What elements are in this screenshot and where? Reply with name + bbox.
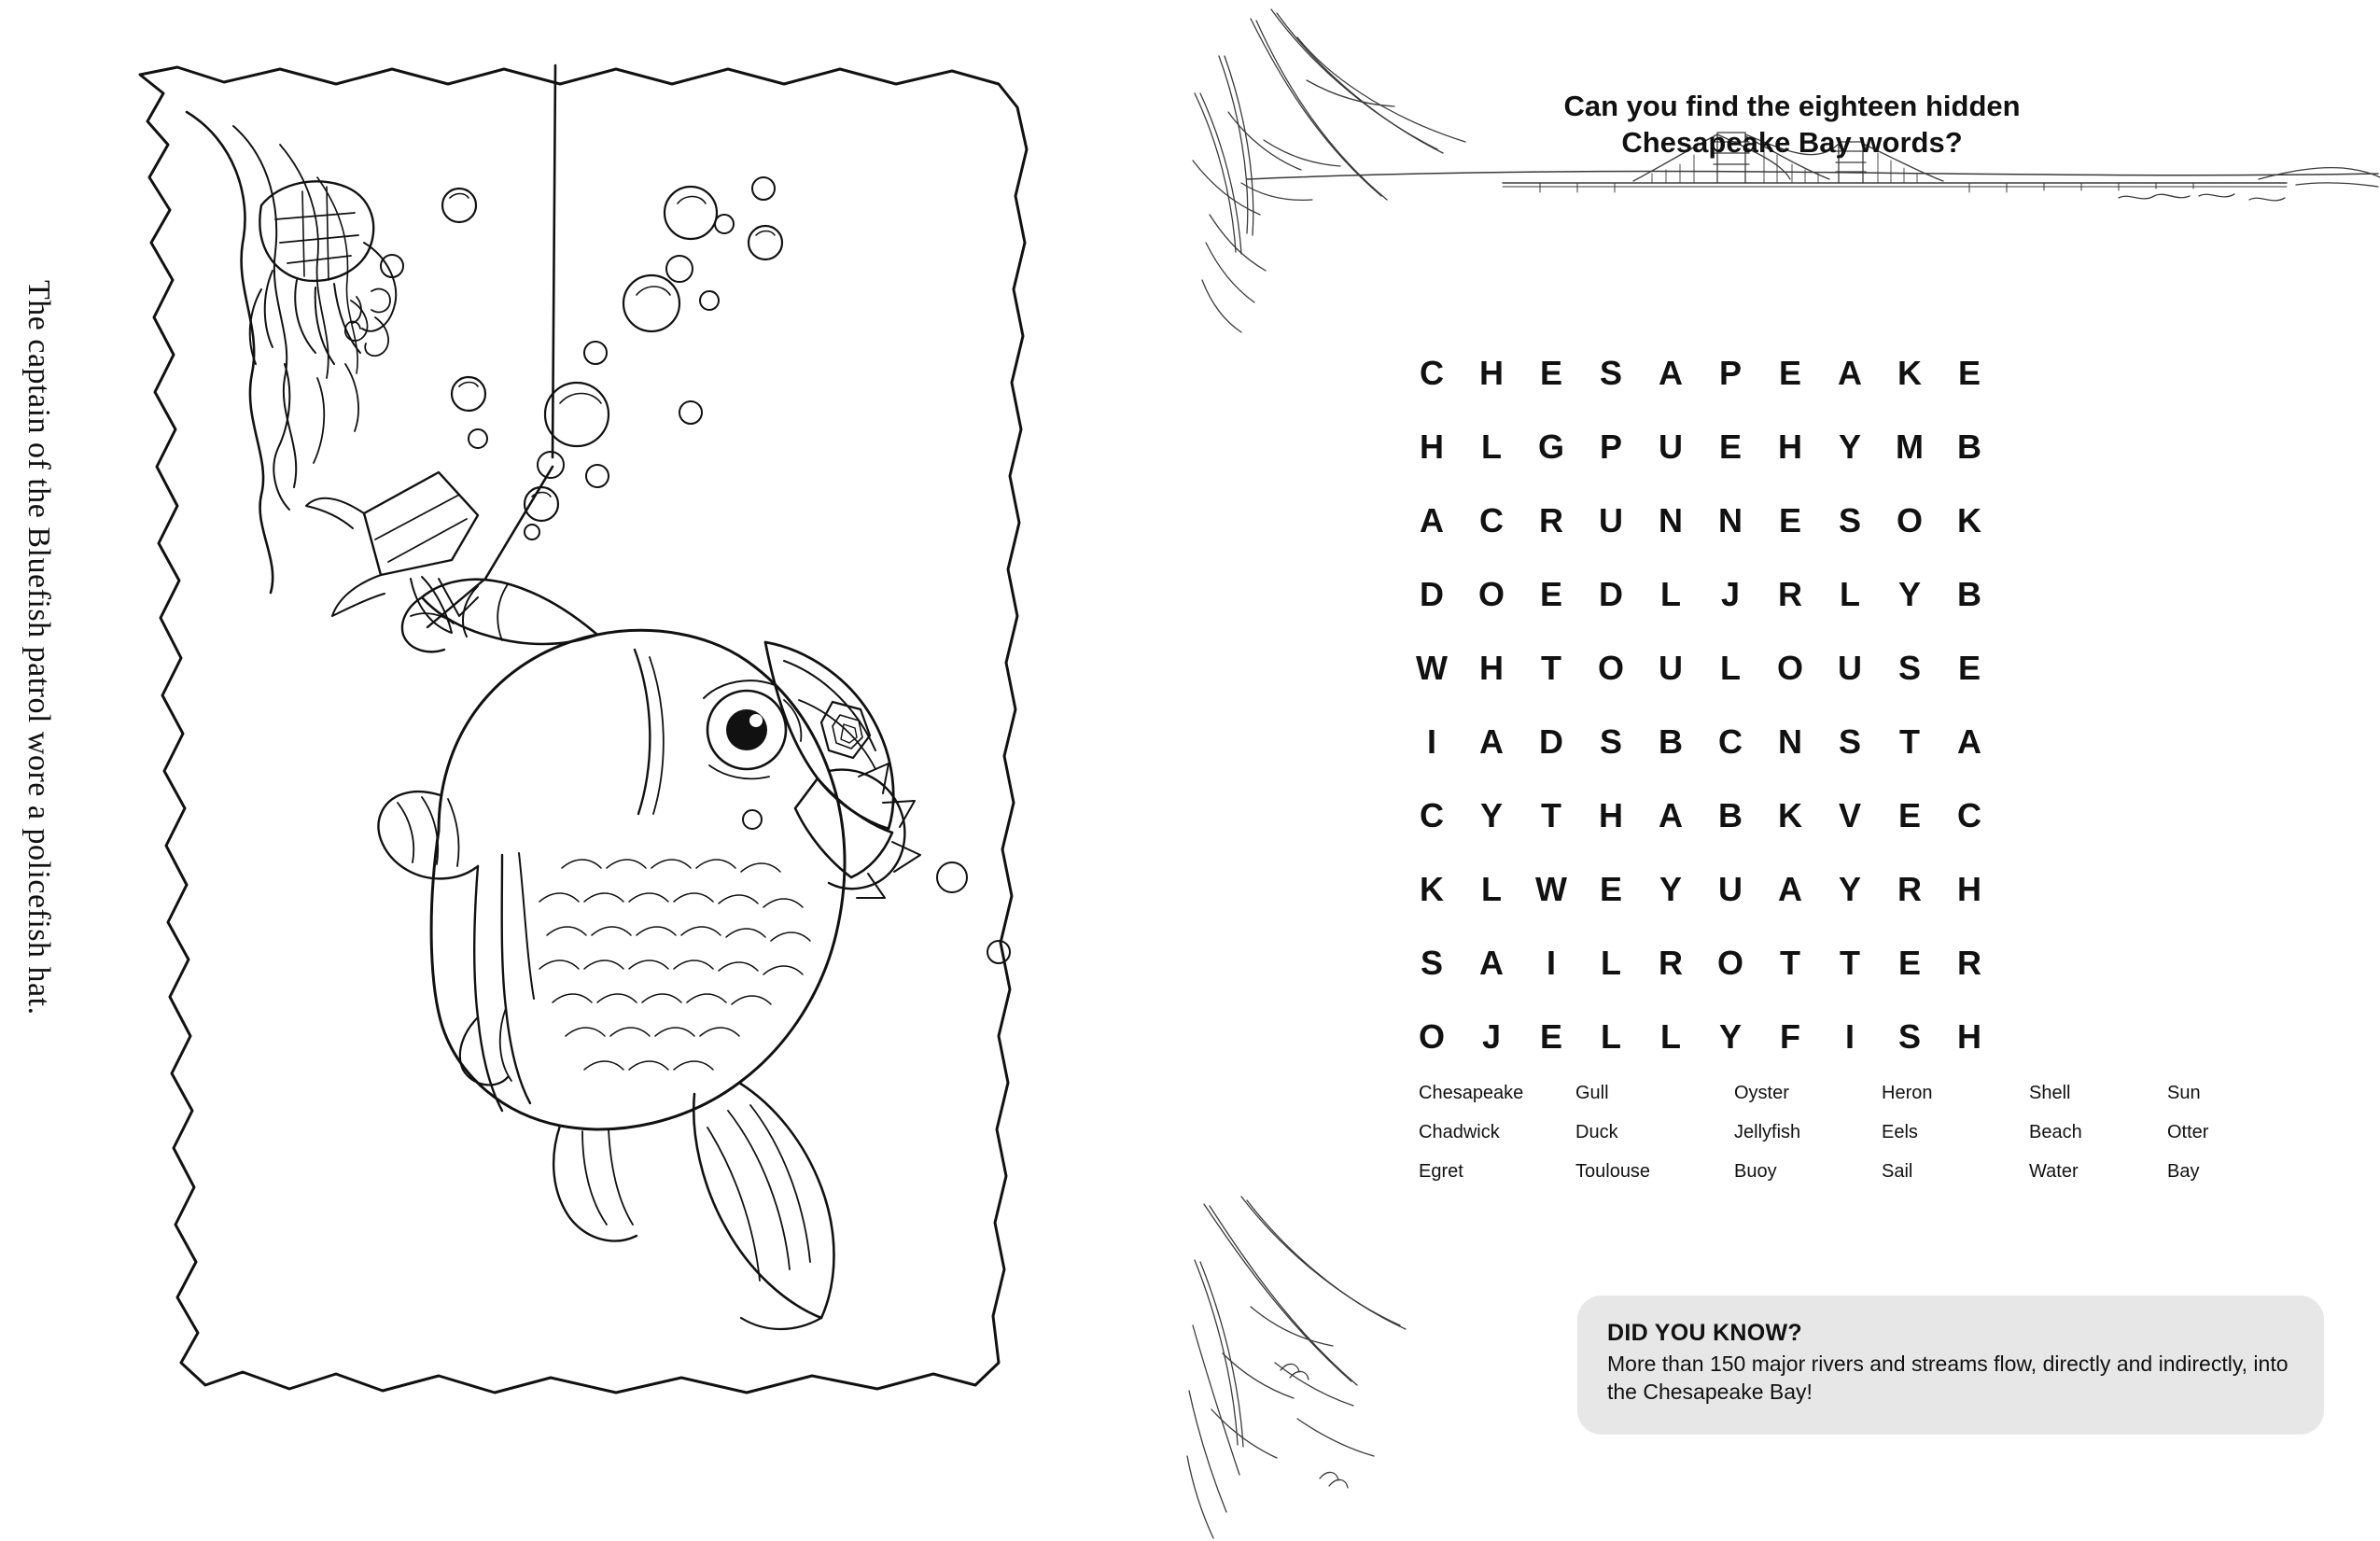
word-list-item[interactable]: Toulouse	[1575, 1161, 1651, 1182]
did-you-know-callout	[1577, 1296, 2324, 1435]
word-list-item[interactable]: Chesapeake	[1419, 1083, 1524, 1103]
grid-letter[interactable]: P	[1718, 353, 1742, 392]
grid-letter[interactable]: U	[1838, 648, 1862, 687]
grid-letter[interactable]: E	[1778, 353, 1801, 392]
word-list	[1419, 1083, 2333, 1200]
grid-letter[interactable]: S	[1599, 353, 1622, 392]
word-list-item[interactable]: Bay	[2167, 1161, 2200, 1182]
grid-letter[interactable]: B	[1957, 427, 1981, 466]
grid-letter[interactable]: H	[1957, 869, 1981, 908]
grid-row	[1402, 705, 1999, 778]
grid-letter[interactable]: H	[1479, 648, 1504, 687]
grid-letter[interactable]: A	[1957, 721, 1981, 761]
grid-letter[interactable]: S	[1897, 1016, 1921, 1056]
grid-letter[interactable]: L	[1601, 1016, 1621, 1056]
word-list-item[interactable]: Water	[2029, 1161, 2079, 1182]
grid-letter[interactable]: H	[1479, 353, 1504, 392]
grid-letter[interactable]: H	[1599, 795, 1623, 834]
grid-letter[interactable]: T	[1899, 721, 1920, 761]
grid-letter[interactable]: E	[1718, 427, 1742, 466]
grid-letter[interactable]: O	[1776, 648, 1803, 687]
grid-letter[interactable]: E	[1539, 1016, 1562, 1056]
bay-bridge-scenery	[1185, 0, 2380, 336]
grid-letter[interactable]: Y	[1659, 869, 1682, 908]
word-list-item[interactable]: Duck	[1575, 1122, 1618, 1142]
did-you-know-body: More than 150 major rivers and streams flow, directly and indirectly, into the Chesapeake Bay!	[1607, 1352, 2289, 1404]
grid-letter[interactable]: L	[1660, 574, 1681, 613]
grid-letter[interactable]: W	[1535, 869, 1567, 908]
grid-letter[interactable]: S	[1838, 721, 1861, 761]
grid-letter[interactable]: M	[1896, 427, 1924, 466]
puzzle-prompt	[1437, 89, 2147, 161]
grid-letter[interactable]: R	[1539, 500, 1563, 539]
illustration-caption: The captain of the Bluefish patrol wore a policefish hat.	[21, 280, 56, 1016]
prompt-line-2: Chesapeake Bay words?	[1621, 125, 1963, 159]
coloring-illustration	[131, 56, 1120, 1428]
grid-letter[interactable]: G	[1537, 427, 1564, 466]
grid-letter[interactable]: S	[1420, 943, 1443, 982]
grid-letter[interactable]: A	[1778, 869, 1802, 908]
grid-letter[interactable]: I	[1426, 721, 1436, 761]
grid-letter[interactable]: E	[1897, 795, 1921, 834]
grid-row	[1402, 1000, 1999, 1073]
word-list-item[interactable]: Buoy	[1734, 1161, 1777, 1182]
grid-letter[interactable]: I	[1844, 1016, 1855, 1056]
left-page	[0, 0, 1185, 1541]
grid-letter[interactable]: L	[1660, 1016, 1681, 1056]
grid-letter[interactable]: Y	[1838, 427, 1861, 466]
word-list-item[interactable]: Shell	[2029, 1083, 2071, 1103]
grid-letter[interactable]: N	[1778, 721, 1802, 761]
grid-letter[interactable]: Y	[1838, 869, 1861, 908]
grid-letter[interactable]: F	[1780, 1016, 1800, 1056]
grid-letter[interactable]: Y	[1897, 574, 1921, 613]
grid-letter[interactable]: T	[1780, 943, 1800, 982]
grid-letter[interactable]: T	[1541, 795, 1561, 834]
grid-row	[1402, 483, 1999, 557]
grid-letter[interactable]: E	[1599, 869, 1622, 908]
grid-letter[interactable]: C	[1479, 500, 1504, 539]
grid-letter[interactable]: E	[1897, 943, 1921, 982]
grid-letter[interactable]: T	[1840, 943, 1860, 982]
grid-letter[interactable]: E	[1539, 574, 1562, 613]
marsh-grass-bottom	[1185, 1195, 1540, 1541]
grid-letter[interactable]: O	[1896, 500, 1923, 539]
word-list-item[interactable]: Egret	[1419, 1161, 1463, 1182]
grid-letter[interactable]: E	[1957, 353, 1981, 392]
word-list-item[interactable]: Sail	[1882, 1161, 1913, 1182]
grid-letter[interactable]: C	[1420, 353, 1444, 392]
grid-letter[interactable]: K	[1957, 500, 1981, 539]
grid-letter[interactable]: K	[1897, 353, 1922, 392]
grid-letter[interactable]: E	[1539, 353, 1562, 392]
grid-letter[interactable]: A	[1659, 353, 1683, 392]
grid-letter[interactable]: K	[1778, 795, 1802, 834]
grid-letter[interactable]: O	[1597, 648, 1624, 687]
grid-letter[interactable]: Y	[1479, 795, 1503, 834]
grid-letter[interactable]: D	[1539, 721, 1563, 761]
grid-letter[interactable]: I	[1546, 943, 1556, 982]
grid-letter[interactable]: L	[1481, 869, 1502, 908]
word-list-item[interactable]: Oyster	[1734, 1083, 1789, 1103]
word-list-row	[1419, 1161, 2333, 1183]
word-list-item[interactable]: Otter	[2167, 1122, 2209, 1142]
grid-letter[interactable]: D	[1599, 574, 1623, 613]
grid-row	[1402, 852, 1999, 926]
grid-letter[interactable]: U	[1718, 869, 1743, 908]
word-list-item[interactable]: Eels	[1882, 1122, 1918, 1142]
grid-letter[interactable]: V	[1838, 795, 1861, 834]
did-you-know-title: DID YOU KNOW?	[1607, 1320, 1802, 1346]
grid-letter[interactable]: A	[1659, 795, 1683, 834]
grid-letter[interactable]: C	[1957, 795, 1981, 834]
grid-letter[interactable]: R	[1659, 943, 1683, 982]
grid-row	[1402, 631, 1999, 705]
grid-letter[interactable]: J	[1481, 1016, 1502, 1056]
prompt-line-1: Can you find the eighteen hidden	[1563, 90, 2021, 122]
grid-letter[interactable]: W	[1416, 648, 1448, 687]
word-search-grid[interactable]	[1402, 336, 1999, 1073]
word-list-item[interactable]: Sun	[2167, 1083, 2201, 1103]
grid-letter[interactable]: A	[1838, 353, 1862, 392]
grid-row	[1402, 778, 1999, 852]
grid-letter[interactable]: H	[1420, 427, 1444, 466]
grid-letter[interactable]: U	[1659, 648, 1683, 687]
word-list-row	[1419, 1083, 2333, 1104]
grid-letter[interactable]: J	[1720, 574, 1741, 613]
grid-letter[interactable]: L	[1720, 648, 1741, 687]
grid-letter[interactable]: U	[1659, 427, 1683, 466]
grid-letter[interactable]: T	[1541, 648, 1561, 687]
grid-letter[interactable]: A	[1479, 721, 1504, 761]
grid-letter[interactable]: L	[1481, 427, 1502, 466]
grid-letter[interactable]: E	[1957, 648, 1981, 687]
grid-letter[interactable]: C	[1718, 721, 1743, 761]
grid-letter[interactable]: N	[1659, 500, 1683, 539]
word-list-item[interactable]: Chadwick	[1419, 1122, 1500, 1142]
word-list-item[interactable]: Heron	[1882, 1083, 1933, 1103]
grid-row	[1402, 926, 1999, 1000]
word-list-item[interactable]: Beach	[2029, 1122, 2082, 1142]
grid-letter[interactable]: O	[1418, 1016, 1445, 1056]
grid-letter[interactable]: A	[1420, 500, 1444, 539]
grid-row	[1402, 557, 1999, 631]
grid-letter[interactable]: R	[1778, 574, 1802, 613]
word-list-row	[1419, 1122, 2333, 1143]
grid-letter[interactable]: E	[1778, 500, 1801, 539]
grid-letter[interactable]: K	[1420, 869, 1444, 908]
grid-letter[interactable]: C	[1420, 795, 1444, 834]
grid-letter[interactable]: A	[1479, 943, 1504, 982]
grid-letter[interactable]: R	[1897, 869, 1922, 908]
grid-letter[interactable]: B	[1718, 795, 1743, 834]
grid-letter[interactable]: D	[1420, 574, 1444, 613]
grid-letter[interactable]: H	[1957, 1016, 1981, 1056]
grid-letter[interactable]: L	[1840, 574, 1860, 613]
grid-letter[interactable]: Y	[1718, 1016, 1742, 1056]
grid-letter[interactable]: L	[1601, 943, 1621, 982]
grid-letter[interactable]: B	[1659, 721, 1683, 761]
grid-letter[interactable]: O	[1477, 574, 1505, 613]
grid-letter[interactable]: U	[1599, 500, 1623, 539]
grid-row	[1402, 336, 1999, 410]
grid-letter[interactable]: P	[1599, 427, 1622, 466]
grid-letter[interactable]: B	[1957, 574, 1981, 613]
grid-letter[interactable]: H	[1778, 427, 1802, 466]
grid-letter[interactable]: N	[1718, 500, 1743, 539]
grid-letter[interactable]: S	[1897, 648, 1921, 687]
grid-letter[interactable]: S	[1599, 721, 1622, 761]
grid-row	[1402, 410, 1999, 483]
word-list-item[interactable]: Jellyfish	[1734, 1122, 1801, 1142]
grid-letter[interactable]: S	[1838, 500, 1861, 539]
grid-letter[interactable]: R	[1957, 943, 1981, 982]
grid-letter[interactable]: O	[1716, 943, 1743, 982]
word-list-item[interactable]: Gull	[1575, 1083, 1609, 1103]
